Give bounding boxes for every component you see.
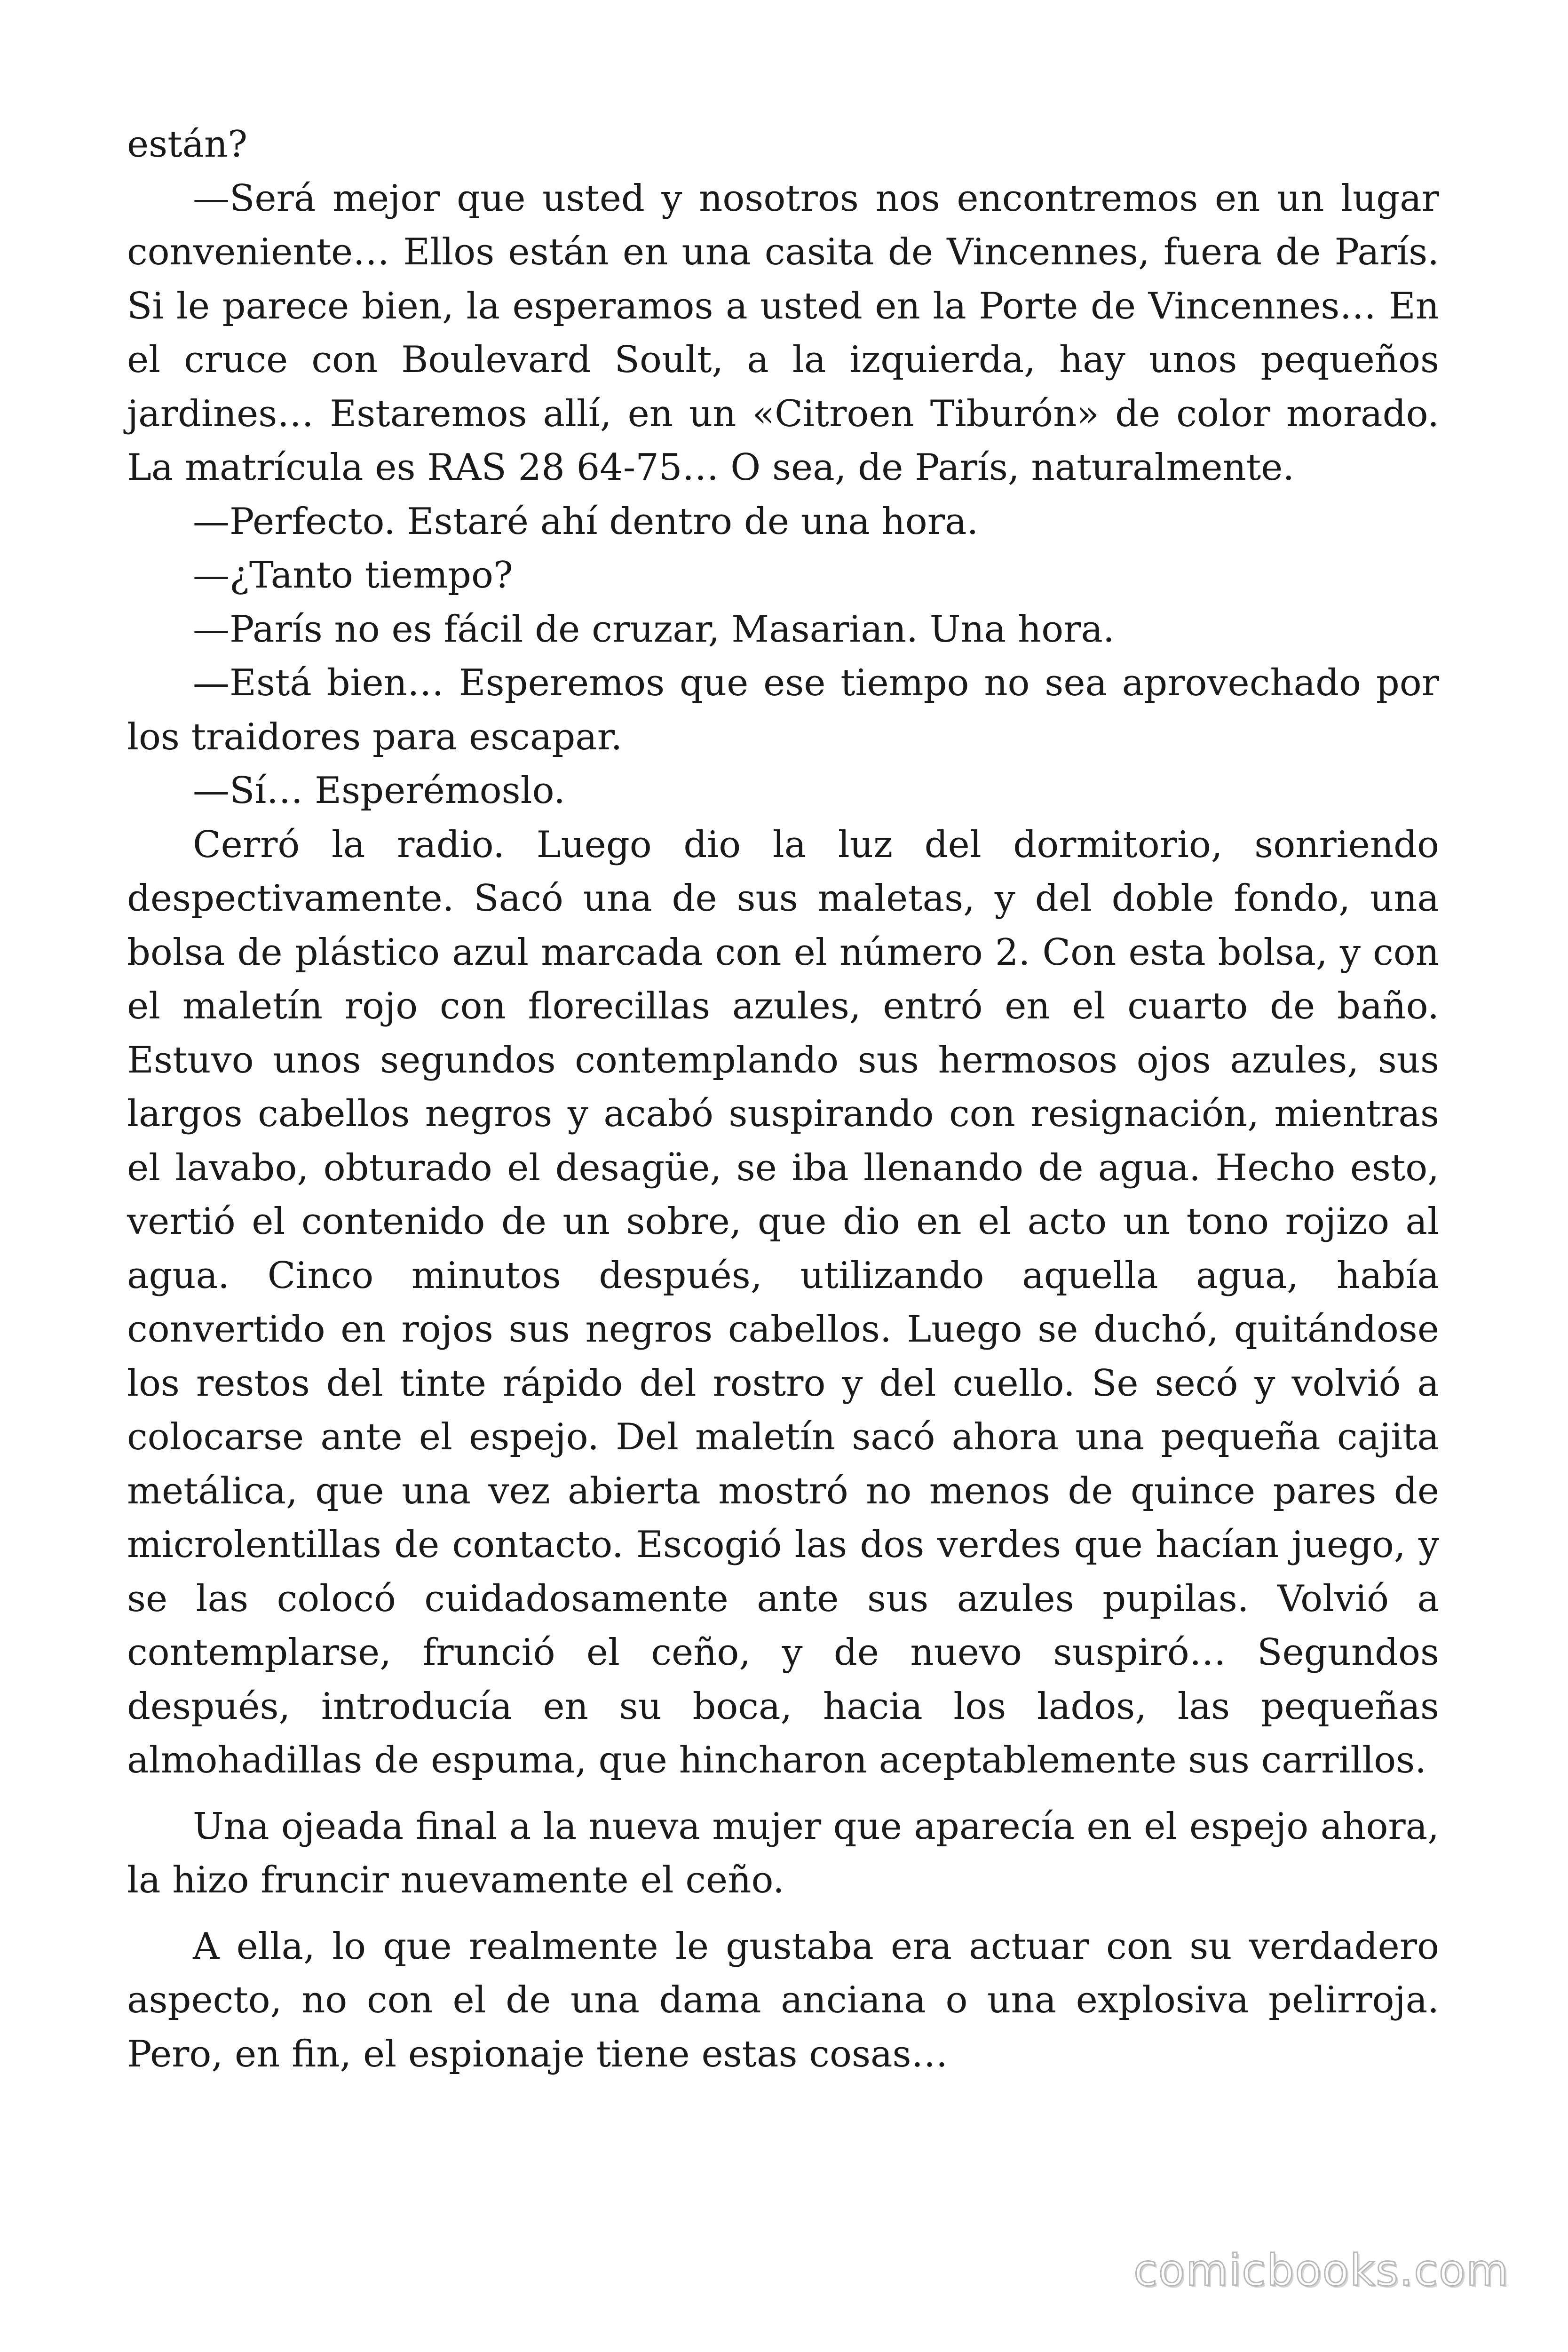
book-page-text <box>127 118 1439 2081</box>
paragraph-dialogue-esta-bien: —Está bien… Esperemos que ese tiempo no sea aprovechado por los traidores para escapar. <box>127 662 1439 758</box>
paragraph-narrative-disguise: Cerró la radio. Luego dio la luz del dormitorio, sonriendo despectivamente. Sacó una de sus maletas, y del doble fondo, una bolsa de plástico azul marcada con el número 2. Con esta bolsa, y con el maletín rojo con florecillas azules, entró en el cuarto de baño. Estuvo unos segundos contemplando sus hermosos ojos azules, sus largos cabellos negros y acabó suspirando con resignación, mientras el lavabo, obturado el desagüe, se iba llenando de agua. Hecho esto, vertió el contenido de un sobre, que dio en el acto un tono rojizo al agua. Cinco minutos después, utilizando aquella agua, había convertido en rojos sus negros cabellos. Luego se duchó, quitándose los restos del tinte rápido del rostro y del cuello. Se secó y volvió a colocarse ante el espejo. Del maletín sacó ahora una pequeña cajita metálica, que una vez abierta mostró no menos de quince pares de microlentillas de contacto. Escogió las dos verdes que hacían juego, y se las colocó cuidadosamente ante sus azules pupilas. Volvió a contemplarse, frunció el ceño, y de nuevo suspiró… Segundos después, introducía en su boca, hacia los lados, las pequeñas almohadillas de espuma, que hincharon aceptablemente sus carrillos. <box>127 823 1439 1781</box>
paragraph-dialogue-si: —Sí… Esperémoslo. <box>193 770 565 812</box>
paragraph-dialogue-tanto-tiempo: —¿Tanto tiempo? <box>193 554 513 596</box>
paragraph-narrative-closing: A ella, lo que realmente le gustaba era actuar con su verdadero aspecto, no con el de una dama anciana o una explosiva pelirroja. Pero, en fin, el espionaje tiene estas cosas… <box>127 1925 1439 2075</box>
paragraph-narrative-mirror: Una ojeada final a la nueva mujer que aparecía en el espejo ahora, la hizo fruncir nuevamente el ceño. <box>127 1805 1439 1901</box>
paragraph-continuation: están? <box>127 123 248 166</box>
paragraph-dialogue-paris: —París no es fácil de cruzar, Masarian. Una hora. <box>193 608 1115 651</box>
paragraph-dialogue-perfecto: —Perfecto. Estaré ahí dentro de una hora. <box>193 500 979 543</box>
paragraph-dialogue-meeting: —Será mejor que usted y nosotros nos encontremos en un lugar conveniente… Ellos están en una casita de Vincennes, fuera de París. Si le parece bien, la esperamos a usted en la Porte de Vincennes… En el cruce con Boulevard Soult, a la izquierda, hay unos pequeños jardines… Estaremos allí, en un «Citroen Tiburón» de color morado. La matrícula es RAS 28 64-75… O sea, de París, naturalmente. <box>127 177 1439 489</box>
watermark-logo: comicbooks.com <box>1133 2245 1509 2296</box>
